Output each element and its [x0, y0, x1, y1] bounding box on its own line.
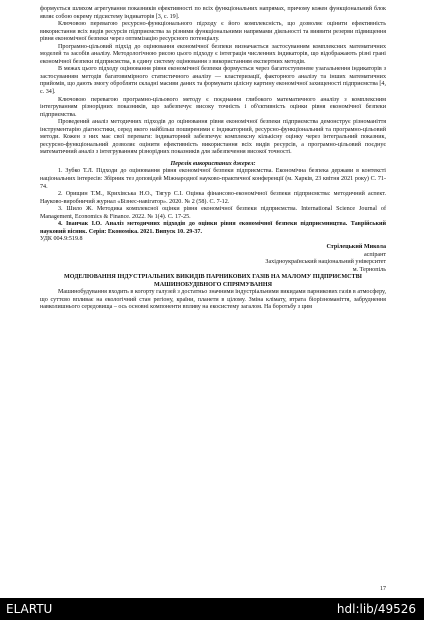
- author-city: м. Тернопіль: [352, 266, 386, 273]
- page-number: 17: [380, 586, 386, 592]
- udk-code: УДК 004.9:519.8: [40, 236, 83, 243]
- author-role: аспірант: [363, 251, 386, 258]
- reference-1: 1. Зубко Т.Л. Підходи до оцінювання рівня економічної безпеки підприємства. Економічна безпека держави в контексті національних інтересів: Збірник тез доповідей Міжнародної науково-практичної конференції (м. Харків, 23 квітня 2021 року) С. 71-74.: [40, 168, 386, 190]
- reference-4: 4. Іванчак І.О. Аналіз методичних підходів до оцінки рівня економічної безпеки підприємництва. Таврійський науковий вісник. Серія: Економіка. 2021. Випуск 10. 29-37.: [40, 221, 386, 235]
- article-intro: Машинобудування входить в когорту галузей з достатньо значними індустріальними викидами парникових газів в атмосферу, що суттєво впливає на екологічний стан регіону, країни, планети в цілому. Зміна клімату, втрата біорізноманіття, забруднення навколишнього середовища – ось основні компоненти впливу на екосистему загалом. На боротьбу з цим: [40, 289, 386, 311]
- author-name: Стрілецький Микола: [326, 243, 386, 250]
- repository-name: ELARTU: [6, 602, 53, 616]
- references-title: Перелік використаних джерел:: [170, 160, 256, 167]
- paragraph-1: формується шляхом агрегування показників ефективності по всіх функціональних напрямах, причому кожен функціональний блок являє собою окрему підсистему індикаторів [3, с. 19].: [40, 6, 386, 20]
- paragraph-5: Ключовою перевагою програмно-цільового методу є поєднання глибокого математичного аналізу з комплексним інтегруванням різнорідних показників, що забезпечує високу точність і об'єктивність оцінки рівня економічної безпеки підприємства.: [40, 96, 386, 118]
- repository-footer-bar: [0, 598, 424, 620]
- author-university: Західноукраїнський національний університет: [265, 259, 386, 266]
- author-block: [40, 244, 386, 274]
- paragraph-6: Проведений аналіз методичних підходів до оцінювання рівня економічної безпеки підприємства демонструє різноманіття інструментарію діагностики, серед якого найбільш поширеними є індикаторний, ресурсно-функціональний та програмно-цільовий методи. Кожен з них має свої переваги: індикаторний забезпечує комплексну кількісну оцінку через інтегральний показник, ресурсно-функціональний дозволяє оцінити ефективність використання всіх видів ресурсів, а програмно-цільовий поєднує математичний аналіз з інтегруванням різнорідних показників для забезпечення високої точності.: [40, 119, 386, 156]
- paragraph-4: В межах цього підходу оцінювання рівня економічної безпеки формується через багатоступеневе узагальнення індикаторів з застосуванням методів багатовимірного статистичного аналізу — кластеризації, факторного аналізу та інших математичних прийомів, що дають змогу обробляти складні масиви даних та формувати цілісну картину економічної захищеності підприємства [4, с. 34].: [40, 66, 386, 96]
- page-content: [40, 6, 386, 312]
- reference-3: 3. Шило Ж. Методика комплексної оцінки рівня економічної безпеки підприємства. International Science Journal of Management, Economics & Finance. 2022. № 1(4). С. 17-25.: [40, 206, 386, 220]
- paragraph-2: Ключовою перевагою ресурсно-функціонального підходу є його комплексність, що дозволяє оцінити ефективність використання всіх видів ресурсів підприємства за різними функціональними напрямами діяльності та виявити резерви підвищення рівня економічної безпеки через оптимізацію ресурсного потенціалу.: [40, 21, 386, 43]
- reference-2: 2. Орищин Т.М., Крихівська Н.О., Тягур С.І. Оцінка фінансово-економічної безпеки підприємства: методичний аспект. Науково-виробничий журнал «Бізнес-навігатор». 2020. № 2 (58). С. 7-12.: [40, 191, 386, 205]
- article-title: МОДЕЛЮВАННЯ ІНДУСТРІАЛЬНИХ ВИКИДІВ ПАРНИКОВИХ ГАЗІВ НА МАЛОМУ ПІДПРИЄМСТВІ МАШИНОБУДІВНОГО СПРЯМУВАННЯ: [64, 274, 362, 288]
- handle-identifier: hdl:lib/49526: [336, 602, 416, 616]
- paragraph-3: Програмно-цільовий підхід до оцінювання економічної безпеки визначається застосуванням комплексних математичних моделей та засобів аналізу. Методологічною рисою цього підходу є інтеграція численних індикаторів, що відображають різні грані економічної безпеки підприємства, в єдину систему оцінювання з використанням експертних методів.: [40, 43, 386, 65]
